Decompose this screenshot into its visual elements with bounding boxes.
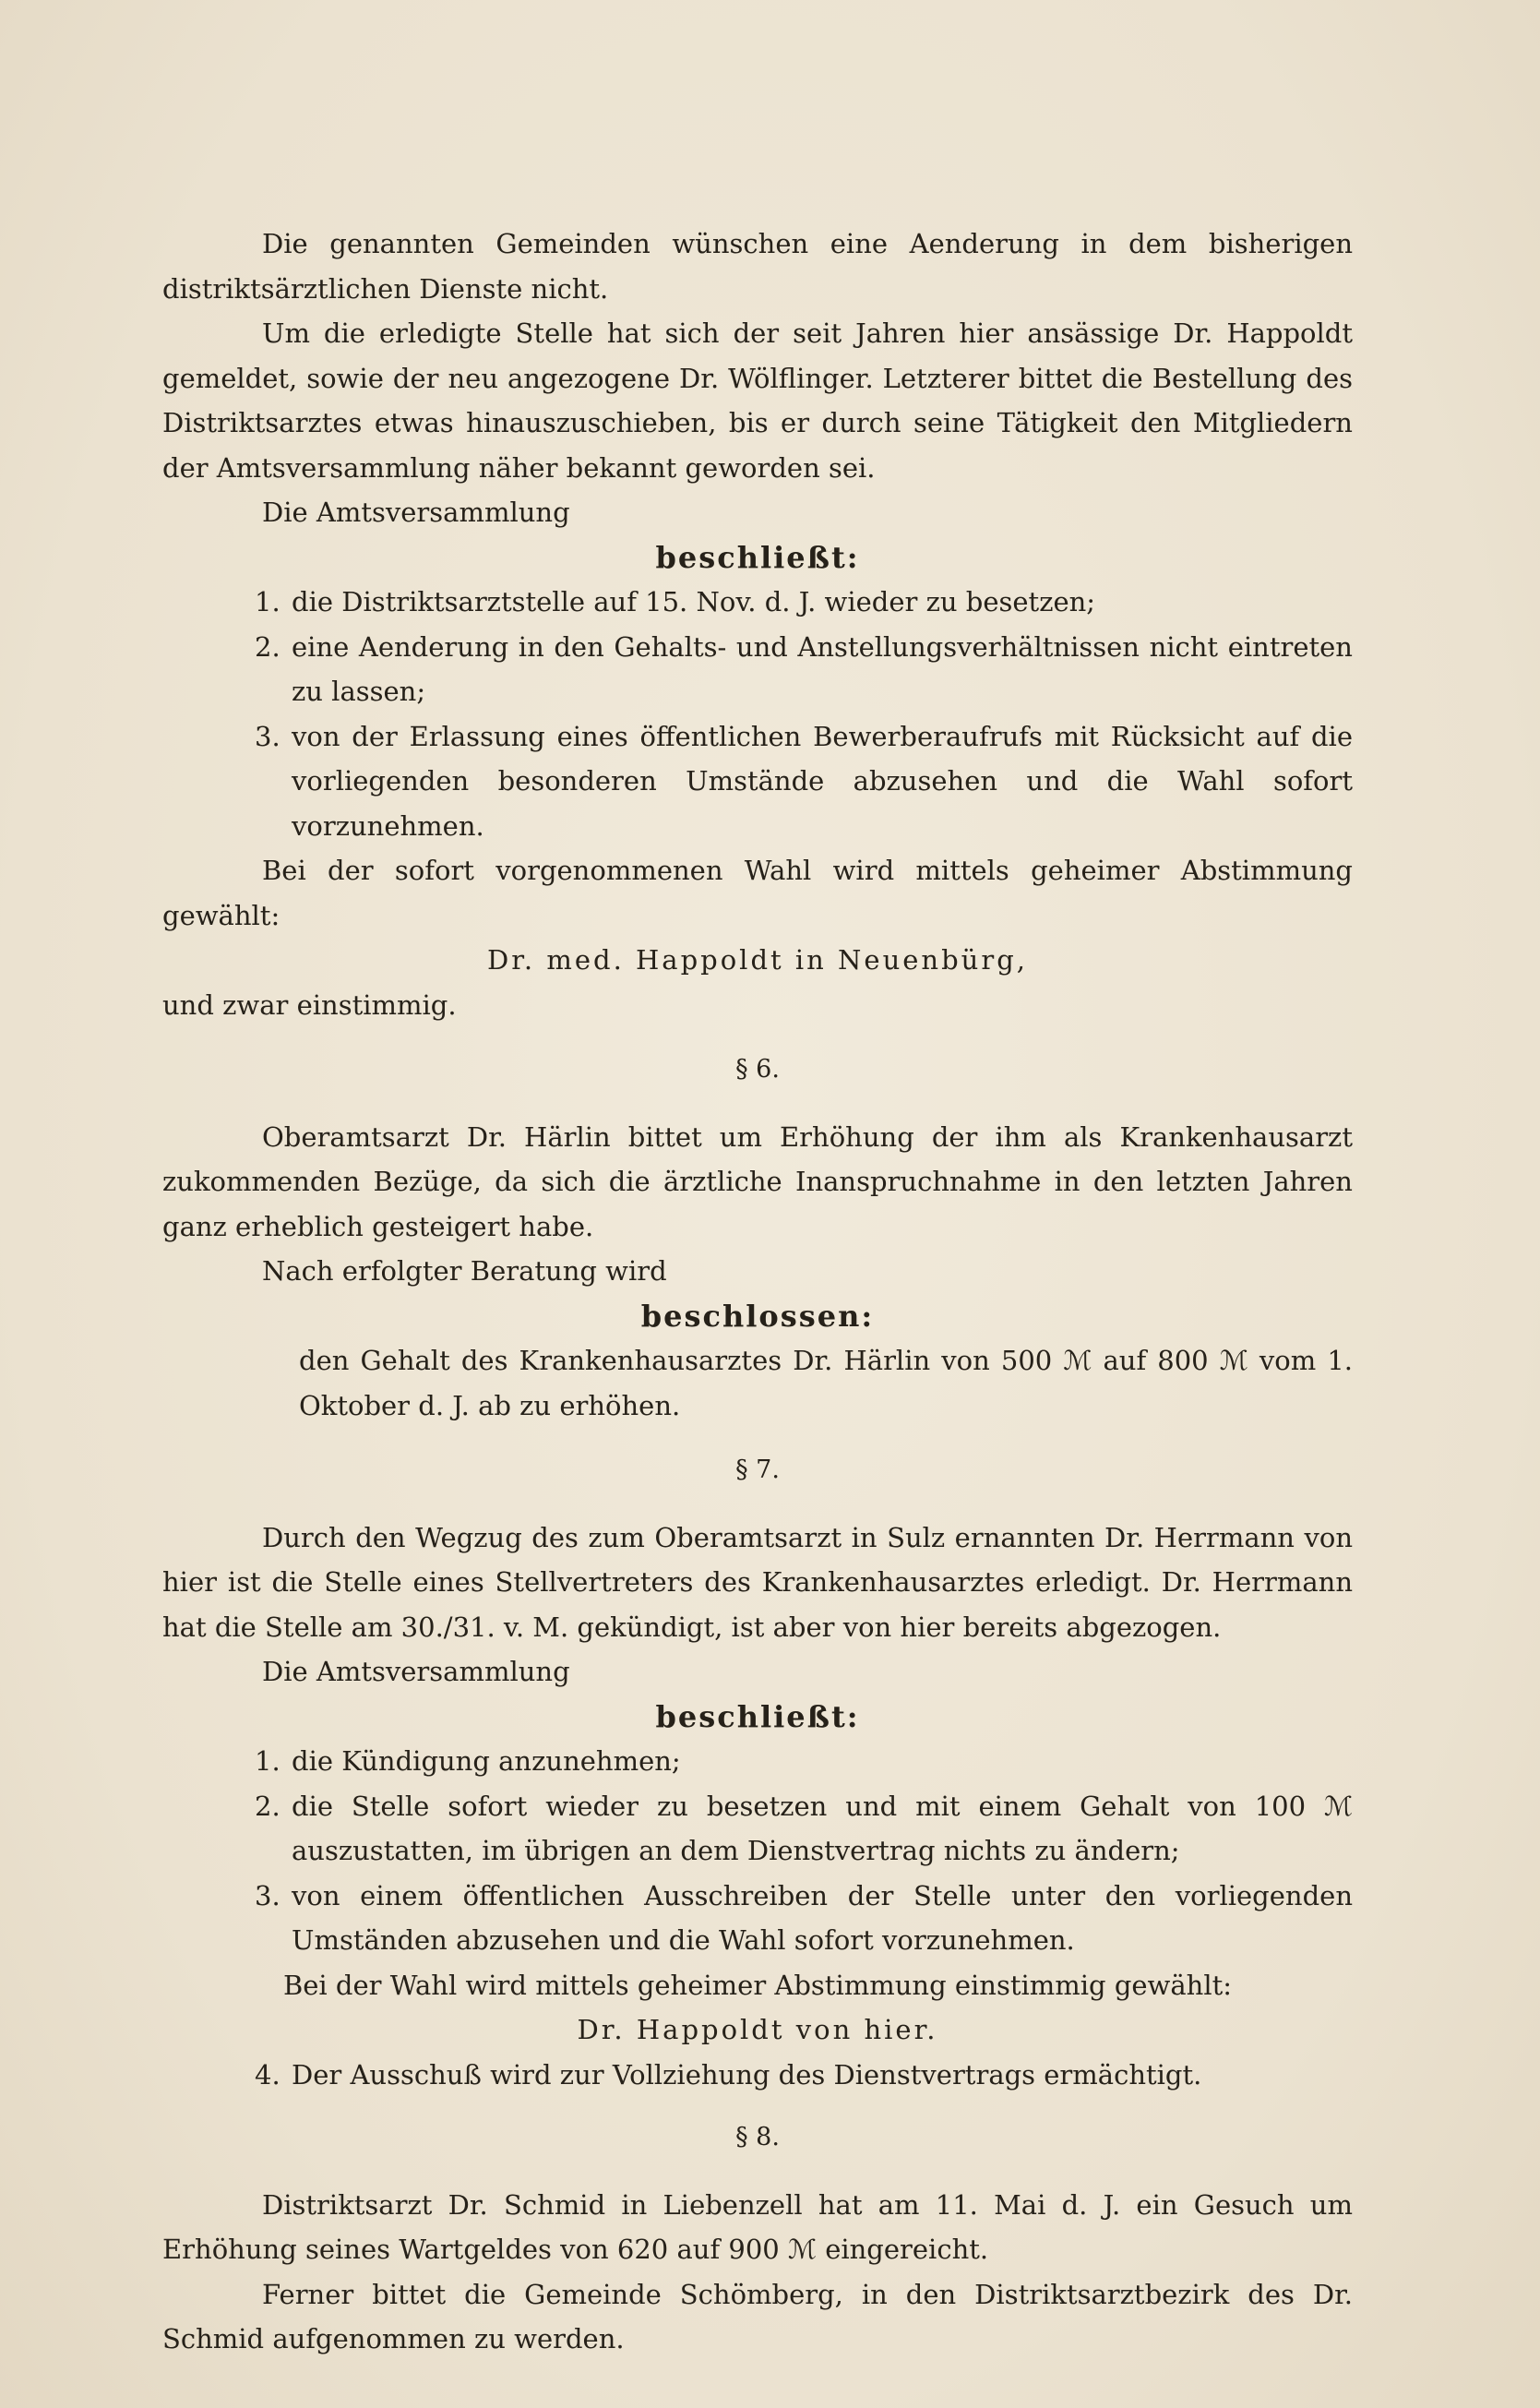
list-item-number: 3. — [255, 720, 281, 752]
list-item-number: 2. — [255, 630, 281, 663]
list-item — [255, 1739, 1353, 1784]
resolution-heading-1: beschließt: — [655, 539, 860, 575]
resolution-text-2: den Gehalt des Krankenhausarztes Dr. Härlin von 500 ℳ auf 800 ℳ vom 1. Oktober d. J. ab zu erhöhen. — [299, 1345, 1353, 1421]
list-item-number: 1. — [255, 1745, 281, 1777]
list-item-text: von einem öffentlichen Ausschreiben der Stelle unter den vorliegenden Umständen abzusehen und die Wahl sofort vorzunehmen. — [292, 1879, 1353, 1956]
list-item-text: die Kündigung anzunehmen; — [292, 1745, 681, 1777]
resolution-heading-2: beschlossen: — [640, 1298, 875, 1334]
paragraph-5: und zwar einstimmig. — [162, 988, 457, 1021]
paragraph-6: Oberamtsarzt Dr. Härlin bittet um Erhöhung der ihm als Krankenhausarzt zukommenden Bezüge, da sich die ärztliche Inanspruchnahme in den letzten Jahren ganz erheblich gesteigert habe. — [162, 1120, 1353, 1242]
section-6-heading: § 6. — [735, 1055, 780, 1084]
paragraph-10: Bei der Wahl wird mittels geheimer Abstimmung einstimmig gewählt: — [282, 1969, 1233, 2001]
paragraph-3: Die Amtsversammlung — [262, 497, 570, 528]
list-item-number: 4. — [255, 2058, 281, 2091]
paragraph-7: Nach erfolgter Beratung wird — [262, 1255, 667, 1287]
list-item-text: Der Ausschuß wird zur Vollziehung des Dienstvertrags ermächtigt. — [292, 2058, 1202, 2091]
list-item — [255, 714, 1353, 849]
list-item — [255, 1874, 1353, 1963]
paragraph-4: Bei der sofort vorgenommenen Wahl wird mittels geheimer Abstimmung gewählt: — [162, 855, 1353, 931]
list-item — [255, 625, 1353, 714]
paragraph-9: Die Amtsversammlung — [262, 1656, 570, 1687]
section-8-heading: § 8. — [735, 2123, 780, 2151]
list-item-number: 2. — [255, 1790, 281, 1822]
resolution-list-2 — [162, 1739, 1353, 1963]
elected-person-1: Dr. med. Happoldt in Neuenbürg, — [486, 944, 1028, 976]
list-item — [255, 580, 1353, 625]
list-item-number: 3. — [255, 1879, 281, 1911]
list-item — [255, 2053, 1353, 2098]
document-body — [162, 222, 1353, 2362]
list-item-text: von der Erlassung eines öffentlichen Bewerberaufrufs mit Rücksicht auf die vorliegenden besonderen Umstände abzusehen und die Wahl sofort vorzunehmen. — [292, 720, 1353, 842]
resolution-list-2-continued — [162, 2053, 1353, 2098]
paragraph-8: Durch den Wegzug des zum Oberamtsarzt in Sulz ernannten Dr. Herrmann von hier ist die Stelle eines Stellvertreters des Krankenhausarztes erledigt. Dr. Herrmann hat die Stelle am 30./31. v. M. gekündigt, ist aber von hier bereits abgezogen. — [162, 1521, 1353, 1643]
list-item-text: eine Aenderung in den Gehalts- und Anstellungsverhältnissen nicht eintreten zu lassen; — [292, 630, 1353, 707]
paragraph-11: Distriktsarzt Dr. Schmid in Liebenzell hat am 11. Mai d. J. ein Gesuch um Erhöhung seines Wartgeldes von 620 auf 900 ℳ eingereicht. — [162, 2188, 1353, 2265]
list-item-number: 1. — [255, 586, 281, 617]
list-item-text: die Stelle sofort wieder zu besetzen und mit einem Gehalt von 100 ℳ auszustatten, im übrigen an dem Dienstvertrag nichts zu ändern; — [292, 1790, 1353, 1866]
paragraph-12: Ferner bittet die Gemeinde Schömberg, in den Distriktsarztbezirk des Dr. Schmid aufgenommen zu werden. — [162, 2278, 1353, 2354]
resolution-heading-3: beschließt: — [655, 1698, 860, 1734]
elected-person-2: Dr. Happoldt von hier. — [577, 2014, 938, 2045]
paragraph-2: Um die erledigte Stelle hat sich der seit Jahren hier ansässige Dr. Happoldt gemeldet, sowie der neu angezogene Dr. Wölflinger. Letzterer bittet die Bestellung des Distriktsarztes etwas hinauszuschieben, bis er durch seine Tätigkeit den Mitgliedern der Amtsversammlung näher bekannt geworden sei. — [162, 317, 1353, 484]
paragraph-1: Die genannten Gemeinden wünschen eine Aenderung in dem bisherigen distriktsärztlichen Dienste nicht. — [162, 228, 1353, 305]
resolution-list-1 — [162, 580, 1353, 848]
section-7-heading: § 7. — [735, 1456, 780, 1484]
list-item — [255, 1784, 1353, 1874]
list-item-text: die Distriktsarztstelle auf 15. Nov. d. J. wieder zu besetzen; — [292, 586, 1096, 617]
